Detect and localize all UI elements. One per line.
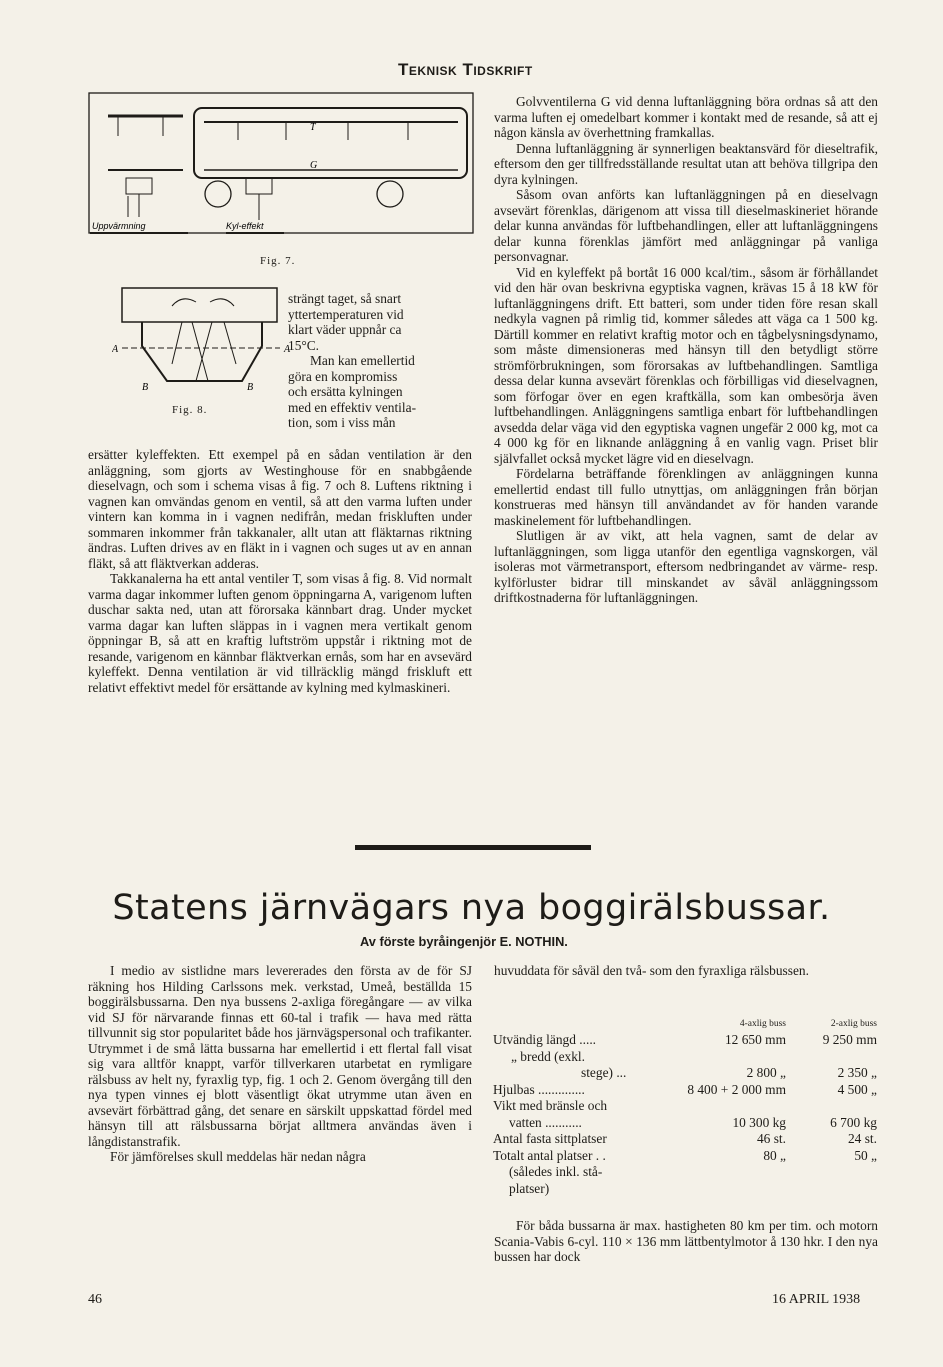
spec-v2 — [786, 1181, 877, 1198]
spec-row — [493, 1065, 883, 1082]
figure-8-caption: Fig. 8. — [172, 404, 208, 416]
page-number: 46 — [88, 1292, 102, 1307]
col-2-axlig: 2-axlig buss — [830, 1019, 877, 1029]
spec-v2: 2 350 „ — [837, 1065, 877, 1080]
spec-label: Totalt antal platser . . — [493, 1147, 606, 1163]
spec-label: Hjulbas .............. — [493, 1081, 585, 1097]
spec-v2: 4 500 „ — [837, 1081, 877, 1097]
spec-v1: 12 650 mm — [724, 1032, 786, 1047]
spec-v1: 80 „ — [763, 1147, 786, 1163]
spec-label: „ bredd (exkl. — [511, 1048, 585, 1064]
paragraph: Vid en kyleffekt på bortåt 16 000 kcal/tim., såsom är förhållandet vid den här ovan beskrivna egyptiska vagnen, krävas 15 å 18 kW för luftanläggningens drift. Ett batteri, som under tiden före resan skall nedkyla vagnen på rimlig tid, kommer således att väga ca 1 500 kg. Därtill kommer en relativt kraftig motor och en tågbelysningsdynamo, som måste dimensioneras med hänsyn till den betydligt större strömförbrukningen, som förorsakas av luftbehandlingen. Samtliga dessa delar kunna avsevärt förenklas och förbilligas vid dieselvagnen, som förfogar över en egen kraftkälla, som kan ombesörja även luftbehandlingen. Anläggningens samtliga enbart för luftbehandlingen avsedda delar väga vid den egyptiska vagnen ungefär 2 000 kg, mot ca 4 000 kg för en liknande anläggning å en vanlig vagn. Priset blir självfallet också mycket lägre vid en dieselvagn. — [494, 264, 878, 466]
paragraph: Såsom ovan anförts kan luftanläggningen på en dieselvagn avsevärt förenklas, därigenom att vissa till dieselmaskineriet hörande delar kunna användas för luftbehandlingen, eller att luftanläggningens delar kunna förenklas jämfört med anläggningar på vanliga personvagnar. — [494, 187, 878, 264]
paragraph: För jämförelses skull meddelas här nedan några — [110, 1149, 366, 1164]
uppvarmning-label: Uppvärmning — [92, 221, 146, 231]
spec-row — [493, 1049, 883, 1066]
paragraph: huvuddata för såväl den två- som den fyraxliga rälsbussen. — [494, 963, 809, 978]
spec-v2: 6 700 kg — [830, 1114, 877, 1130]
paragraph: I medio av sistlidne mars levererades den första av de för SJ räkning hos Hilding Carlssons mek. verkstad, Umeå, beställda 15 boggirälsbussarna. Den nya bussens 2-axliga föregångare — av vilka vid SJ för närvarande finnas ett 60-tal i trafik — hava med rätta tillvunnit sig stor popularitet både hos järnvägspersonal och trafikanter. Utrymmet i de små lätta bussarna har emellertid i ett flertal fall visat sig vara alltför knappt, varför tillverkaren utarbetat en rymligare rälsbuss av helt ny, fyraxlig typ, fig. 1 och 2. Genom övergång till den nya typen vinnes ej blott väsentligt ökat utrymme utan även en avsevärt förbättrad gång, det senare en särskilt uppskattad fördel med hänsyn till att rälsbussarna börjat alltmera användas även i långdistanstrafik. — [88, 963, 472, 1149]
figure-8-diagram — [112, 286, 294, 392]
spec-row — [493, 1098, 883, 1115]
spec-v2: 9 250 mm — [822, 1032, 877, 1047]
paragraph: Denna luftanläggning är synnerligen beaktansvärd för dieseltrafik, eftersom den ger tillfredsställande resultat utan att behöva tillgripa den dyra kylningen. — [494, 140, 878, 187]
spec-v2 — [786, 1164, 877, 1181]
spec-v1 — [658, 1181, 786, 1198]
paragraph: ersätter kyleffekten. Ett exempel på en sådan ventilation är den anläggning, som gjorts av Westinghouse för en snabbgående dieselvagn, och som i schema visas å fig. 7 och 8. Luftens riktning i vagnen kan omvändas genom en ventil, så att den varma luften under vintern kan komma in i vagnen nedifrån, medan friskluften under sommaren inkommer från takkanaler, allt utan att fläktarnas riktning ändras. Luften drives av en fläkt in i vagnen och suges ut av en annan fläkt, så att fläktverkan adderas. — [88, 447, 472, 571]
figure-7-caption: Fig. 7. — [260, 255, 296, 267]
spec-v2: 24 st. — [847, 1131, 877, 1146]
section-divider — [355, 845, 591, 850]
spec-v1 — [671, 1049, 795, 1066]
side-line: yttertemperaturen vid — [288, 306, 404, 322]
spec-v1: 10 300 kg — [732, 1114, 786, 1130]
spec-row — [493, 1148, 883, 1165]
valve-t-label: T — [310, 122, 316, 133]
spec-row — [493, 1115, 883, 1132]
figure-7-diagram — [88, 92, 474, 242]
journal-header: Teknisk Tidskrift — [398, 60, 533, 79]
side-line: tion, som i viss mån — [288, 415, 396, 430]
spec-row — [493, 1164, 883, 1181]
side-line: och ersätta kylningen — [288, 384, 403, 399]
spec-v2: 50 „ — [854, 1147, 877, 1163]
spec-v1: 46 st. — [756, 1131, 786, 1146]
fig8-side-text — [288, 291, 472, 431]
issue-date: 16 APRIL 1938 — [772, 1292, 861, 1307]
side-line: klart väder uppnår ca — [288, 322, 402, 337]
paragraph: För båda bussarna är max. hastigheten 80 km per tim. och motorn Scania-Vabis 6-cyl. 110 × 136 mm lättbentylmotor å 130 hkr. I den nya bussen har dock — [494, 1218, 878, 1264]
article-left-column — [88, 963, 472, 1165]
paragraph: Fördelarna beträffande förenklingen av anläggningen kunna emellertid endast till fullo utnyttjas, om anläggningen från början konstrueras med hänsyn till användandet av för handen varande maskinelement för luftbehandlingen. — [494, 466, 878, 528]
spec-label: (således inkl. stå- — [509, 1164, 603, 1179]
paragraph: Slutligen är av vikt, att hela vagnen, samt de delar av luftanläggningen, som ligga utanför den egentliga vagnskorgen, väl isoleras mot värmetransport, eftersom nedbringandet av värme- resp. kylförluster bidrar till minskandet av såväl anläggningssom driftkostnaderna för luftanläggningen. — [494, 528, 878, 605]
spec-table — [493, 1016, 883, 1197]
side-line: strängt taget, så snart — [288, 291, 402, 306]
spec-v1 — [658, 1164, 786, 1181]
col-4-axlig: 4-axlig buss — [739, 1019, 786, 1029]
spec-v1 — [658, 1098, 786, 1115]
side-line: 15°C. — [288, 337, 320, 353]
paragraph: Takkanalerna ha ett antal ventiler T, som visas å fig. 8. Vid normalt varma dagar inkommer luften genom öppningarna A, varigenom luften duschar sakta ned, utan att förorsaka kännbart drag. Under mycket varma dagar kan luften släppas in i vagnen mera vertikalt genom öppningar B, så att en kraftig luftström uppstår i riktning mot de resande, varigenom en kännbar fläktverkan ernås, som har en avsevärd kyleffekt. Denna ventilation är vid tillräcklig mängd friskluft ett relativt effektivt medel för ersättande av kylning med kylmaskineri. — [88, 571, 472, 695]
valve-g-label: G — [310, 160, 318, 171]
article-right-intro — [494, 963, 878, 979]
kyl-effekt-label: Kyl-effekt — [226, 221, 264, 231]
spec-label: stege) ... — [581, 1065, 627, 1080]
spec-v1: 8 400 + 2 000 mm — [687, 1081, 786, 1097]
spec-header — [493, 1016, 883, 1032]
side-line: Man kan emellertid — [310, 353, 415, 368]
article-title: Statens järnvägars nya boggirälsbussar. — [112, 888, 831, 928]
spec-row — [493, 1181, 883, 1198]
fig8-b-right: B — [247, 382, 254, 392]
spec-label: vatten ........... — [509, 1114, 582, 1130]
right-column — [494, 94, 878, 606]
left-column-body — [88, 447, 472, 695]
spec-label: Antal fasta sittplatser — [493, 1131, 607, 1146]
spec-label: platser) — [509, 1180, 550, 1196]
spec-v2 — [795, 1049, 883, 1066]
fig8-a-right: A — [284, 344, 291, 355]
spec-row — [493, 1032, 883, 1049]
side-line: göra en kompromiss — [288, 368, 398, 384]
spec-row — [493, 1131, 883, 1148]
spec-row — [493, 1082, 883, 1099]
side-line: med en effektiv ventila- — [288, 399, 417, 415]
fig8-a-left: A — [112, 344, 119, 355]
article-byline: Av förste byråingenjör E. NOTHIN. — [360, 934, 568, 949]
spec-v1: 2 800 „ — [746, 1065, 786, 1080]
article-right-p2 — [494, 1218, 878, 1265]
spec-label: Vikt med bränsle och — [493, 1098, 608, 1113]
fig8-b-left: B — [142, 382, 149, 392]
spec-label: Utvändig längd ..... — [493, 1032, 597, 1047]
spec-v2 — [786, 1098, 877, 1115]
paragraph: Golvventilerna G vid denna luftanläggning böra ordnas så att den varma luften ej omedelbart kommer i kontakt med de resande, så att ej någon känsla av överhettning framkallas. — [494, 94, 878, 140]
